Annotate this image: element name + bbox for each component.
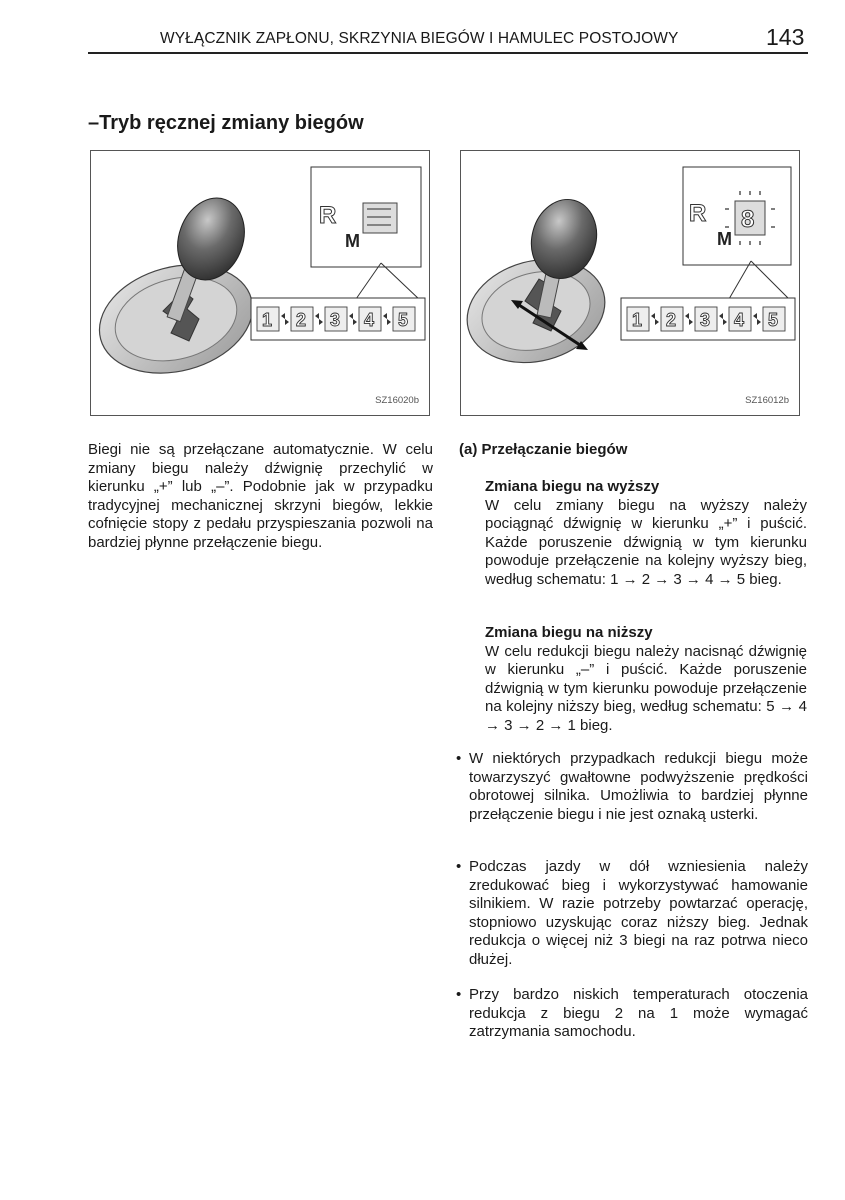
page-number: 143 [766, 24, 805, 50]
bullet-item [456, 858, 808, 970]
running-header: WYŁĄCZNIK ZAPŁONU, SKRZYNIA BIEGÓW I HAMULEC POSTOJOWY [160, 30, 679, 47]
gear-3: 3 [330, 310, 341, 330]
gear-1: 1 [262, 310, 273, 330]
section-title: –Tryb ręcznej zmiany biegów [88, 112, 364, 134]
display-letter-m: M [345, 231, 360, 251]
upshift-text: W celu zmiany biegu na wyższy należy pociągnąć dźwignię w kierunku „+” i puścić. Każde poruszenie dźwignią w tym kierunku powoduje przełączenie na kolejny wyższy bieg, według schematu: 1 → 2 → 3 → 4 → 5 bieg. [485, 496, 807, 588]
bullet-text: W niektórych przypadkach redukcji biegu może towarzyszyć gwałtowne podwyższenie prędkości obrotowej silnika. Umożliwia to bardziej płynne przełączenie biegu i nie jest oznaką usterki. [469, 750, 808, 823]
header-rule [88, 52, 808, 54]
bullet-item [456, 986, 808, 1042]
downshift-text: W celu redukcji biegu należy nacisnąć dźwignię w kierunku „–” i puścić. Każde poruszenie dźwignią w tym kierunku powoduje przełączenie na kolejny niższy bieg, według schematu: 5 → 4 → 3 → 2 → 1 bieg. [485, 642, 807, 734]
upshift-title: Zmiana biegu na wyższy [485, 478, 660, 495]
gear-5: 5 [768, 310, 779, 330]
shift-lever-illustration [91, 151, 430, 416]
downshift-title: Zmiana biegu na niższy [485, 624, 653, 641]
bullet-dot: • [456, 750, 462, 767]
bullet-dot: • [456, 986, 462, 1003]
display-letter-m: M [717, 229, 732, 249]
gear-2: 2 [666, 310, 677, 330]
shift-lever-illustration [461, 151, 800, 416]
gear-4: 4 [734, 310, 745, 330]
gear-1: 1 [632, 310, 643, 330]
intro-paragraph: Biegi nie są przełączane automatycznie. W celu zmiany biegu należy dźwignię przechylić w kierunku „+” lub „–”. Podobnie jak w przypadku tradycyjnej mechanicznej skrzyni biegów, lekkie cofnięcie stopy z pedału przyspieszania pozwoli na bardziej płynne przełączenie biegu. [88, 441, 433, 551]
downshift-block [485, 624, 807, 736]
figure-shift-lever-neutral [90, 150, 430, 416]
display-letter-r: R [319, 202, 337, 229]
display-letter-r: R [689, 200, 707, 227]
gear-4: 4 [364, 310, 375, 330]
bullet-text: Podczas jazdy w dół wzniesienia należy zredukować bieg i wykorzystywać hamowanie silnikiem. W razie potrzeby powtarzać operację, stopniowo uzyskując coraz niższy bieg. Jednak redukcja o więcej niż 3 biegi na raz potrwa nieco dłużej. [469, 858, 808, 968]
gear-5: 5 [398, 310, 409, 330]
bullet-text: Przy bardzo niskich temperaturach otoczenia redukcja z biegu 2 na 1 może wymagać zatrzymania samochodu. [469, 986, 808, 1041]
figure-code: SZ16012b [745, 395, 789, 406]
figure-shift-lever-manual [460, 150, 800, 416]
figure-code: SZ16020b [375, 395, 419, 406]
gear-2: 2 [296, 310, 307, 330]
subsection-title: (a) Przełączanie biegów [459, 441, 628, 458]
svg-text:8: 8 [741, 206, 755, 233]
bullet-dot: • [456, 858, 462, 875]
gear-3: 3 [700, 310, 711, 330]
bullet-item [456, 750, 808, 824]
upshift-block [485, 478, 807, 590]
